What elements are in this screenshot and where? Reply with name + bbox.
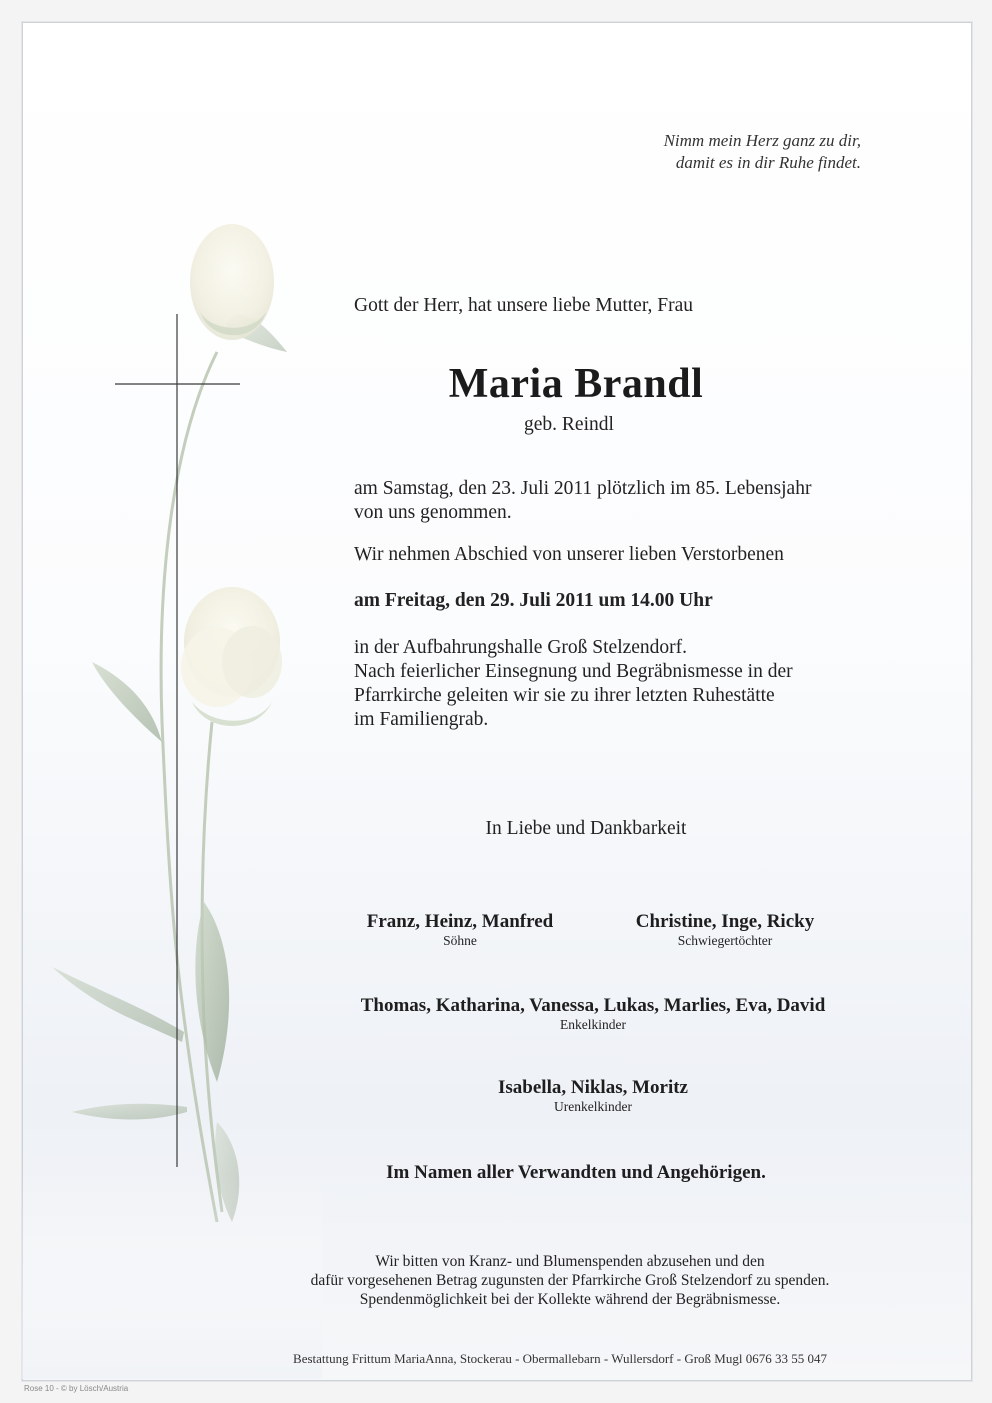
- mourner-group-sons: [320, 910, 600, 949]
- daughters-in-law-names: Christine, Inge, Ricky: [635, 911, 815, 932]
- birth-name: geb. Reindl: [524, 414, 614, 435]
- template-credit: Rose 10 - © by Lösch/Austria: [24, 1384, 129, 1393]
- donation-line-2: dafür vorgesehenen Betrag zugunsten der Pfarrkirche Groß Stelzendorf zu spenden.: [310, 1272, 830, 1289]
- death-text: [354, 477, 811, 525]
- intro-text: Gott der Herr, hat unsere liebe Mutter, Frau: [354, 295, 694, 316]
- funeral-date: am Freitag, den 29. Juli 2011 um 14.00 Uhr: [354, 590, 713, 611]
- relatives-line: Im Namen aller Verwandten und Angehörigen.: [386, 1162, 766, 1183]
- donation-request: [200, 1252, 940, 1309]
- deceased-name: Maria Brandl: [448, 361, 704, 407]
- mourner-group-grandchildren: [300, 994, 886, 1033]
- donation-line-1: Wir bitten von Kranz- und Blumenspenden abzusehen und den: [375, 1253, 765, 1270]
- donation-line-3: Spendenmöglichkeit bei der Kollekte während der Begräbnismesse.: [359, 1291, 781, 1308]
- ceremony-line-4: im Familiengrab.: [354, 709, 489, 730]
- motto-line-2: damit es in dir Ruhe findet.: [675, 153, 861, 172]
- rose-illustration: [22, 22, 322, 1379]
- mourner-group-daughters-in-law: [590, 910, 860, 949]
- grandchildren-names: Thomas, Katharina, Vanessa, Lukas, Marlies, Eva, David: [360, 995, 826, 1016]
- sons-names: Franz, Heinz, Manfred: [366, 911, 554, 932]
- undertaker-info: Bestattung Frittum MariaAnna, Stockerau - Obermallebarn - Wullersdorf - Groß Mugl 0676 33 55 047: [293, 1351, 827, 1366]
- closing-text: In Liebe und Dankbarkeit: [485, 818, 687, 839]
- sons-relation: Söhne: [443, 933, 477, 948]
- ceremony-text: [354, 636, 793, 732]
- great-grandchildren-relation: Urenkelkinder: [554, 1099, 632, 1114]
- death-text-line-1: am Samstag, den 23. Juli 2011 plötzlich im 85. Lebensjahr: [354, 478, 812, 499]
- death-text-line-2: von uns genommen.: [354, 502, 512, 523]
- daughters-in-law-relation: Schwiegertöchter: [677, 933, 773, 948]
- motto-line-1: Nimm mein Herz ganz zu dir,: [663, 131, 861, 150]
- ceremony-line-2: Nach feierlicher Einsegnung und Begräbnismesse in der: [354, 661, 793, 682]
- grandchildren-relation: Enkelkinder: [560, 1017, 626, 1032]
- farewell-intro: Wir nehmen Abschied von unserer lieben Verstorbenen: [354, 544, 784, 565]
- mourner-group-great-grandchildren: [300, 1076, 886, 1115]
- great-grandchildren-names: Isabella, Niklas, Moritz: [498, 1077, 688, 1098]
- motto: [664, 130, 861, 174]
- ceremony-line-1: in der Aufbahrungshalle Groß Stelzendorf.: [354, 637, 688, 658]
- ceremony-line-3: Pfarrkirche geleiten wir sie zu ihrer letzten Ruhestätte: [354, 685, 775, 706]
